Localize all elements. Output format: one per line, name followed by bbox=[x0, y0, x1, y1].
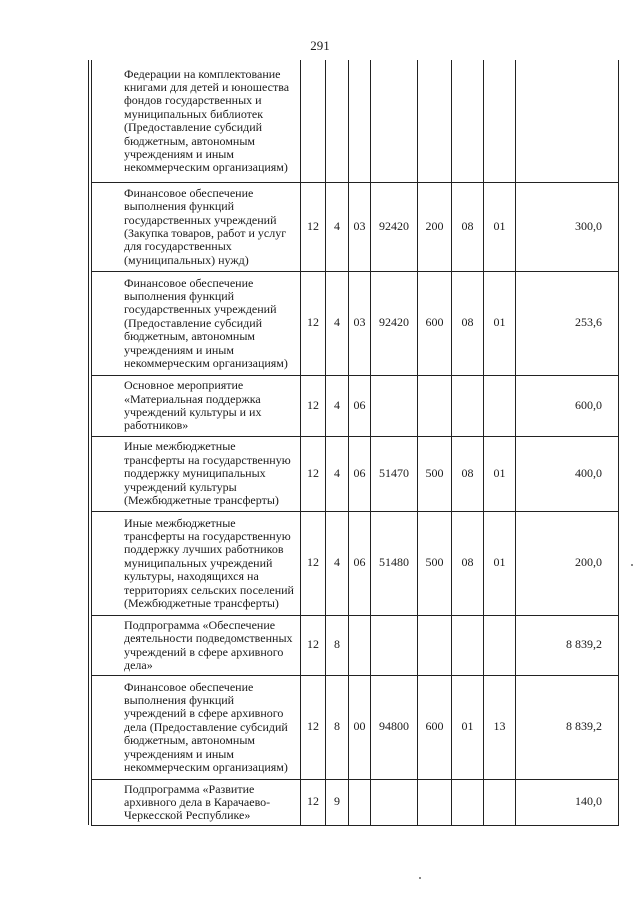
scan-speck bbox=[419, 877, 421, 879]
code-1: 12 bbox=[301, 375, 326, 436]
table-row bbox=[89, 60, 619, 182]
table-row bbox=[89, 436, 619, 511]
table-row bbox=[89, 675, 619, 779]
code-4 bbox=[371, 615, 418, 675]
code-5 bbox=[418, 615, 452, 675]
code-5: 600 bbox=[418, 675, 452, 779]
code-6 bbox=[452, 615, 484, 675]
code-7 bbox=[484, 779, 516, 825]
code-6 bbox=[452, 375, 484, 436]
code-3 bbox=[349, 615, 371, 675]
row-name: Иные межбюджетные трансферты на государственную поддержку муниципальных учреждений культуры (Межбюджетные трансферты) bbox=[92, 436, 301, 511]
code-6: 08 bbox=[452, 511, 484, 615]
code-6: 01 bbox=[452, 675, 484, 779]
code-7: 01 bbox=[484, 271, 516, 375]
code-7: 13 bbox=[484, 675, 516, 779]
row-name: Подпрограмма «Развитие архивного дела в Карачаево-Черкесской Республике» bbox=[92, 779, 301, 825]
code-3: 06 bbox=[349, 375, 371, 436]
code-2: 8 bbox=[326, 615, 349, 675]
row-amount: 253,6 bbox=[516, 271, 619, 375]
code-2: 9 bbox=[326, 779, 349, 825]
table-row bbox=[89, 182, 619, 271]
row-name: Иные межбюджетные трансферты на государственную поддержку лучших работников муниципальных учреждений культуры, находящихся на территориях сельских поселений (Межбюджетные трансферты) bbox=[92, 511, 301, 615]
code-4: 51470 bbox=[371, 436, 418, 511]
row-amount: 8 839,2 bbox=[516, 675, 619, 779]
code-4: 92420 bbox=[371, 182, 418, 271]
code-5: 500 bbox=[418, 436, 452, 511]
code-7 bbox=[484, 615, 516, 675]
row-amount bbox=[516, 60, 619, 182]
table-row bbox=[89, 615, 619, 675]
code-2: 8 bbox=[326, 675, 349, 779]
code-4 bbox=[371, 779, 418, 825]
row-amount: 600,0 bbox=[516, 375, 619, 436]
code-5: 600 bbox=[418, 271, 452, 375]
code-4 bbox=[371, 375, 418, 436]
table-row bbox=[89, 779, 619, 825]
code-6: 08 bbox=[452, 182, 484, 271]
row-amount: 8 839,2 bbox=[516, 615, 619, 675]
code-6 bbox=[452, 779, 484, 825]
row-name: Подпрограмма «Обеспечение деятельности подведомственных учреждений в сфере архивного дела» bbox=[92, 615, 301, 675]
code-1: 12 bbox=[301, 779, 326, 825]
row-name: Финансовое обеспечение выполнения функций учреждений в сфере архивного дела (Предоставление субсидий бюджетным, автономным учреждениям и иным некоммерческим организациям) bbox=[92, 675, 301, 779]
row-name: Финансовое обеспечение выполнения функций государственных учреждений (Закупка товаров, работ и услуг для государственных (муниципальных) нужд) bbox=[92, 182, 301, 271]
code-7: 01 bbox=[484, 182, 516, 271]
code-3 bbox=[349, 779, 371, 825]
code-3 bbox=[349, 60, 371, 182]
code-6: 08 bbox=[452, 271, 484, 375]
code-5 bbox=[418, 375, 452, 436]
row-name: Основное мероприятие «Материальная поддержка учреждений культуры и их работников» bbox=[92, 375, 301, 436]
code-4: 51480 bbox=[371, 511, 418, 615]
row-amount: 200,0 bbox=[516, 511, 619, 615]
code-3: 03 bbox=[349, 182, 371, 271]
code-1: 12 bbox=[301, 436, 326, 511]
code-7 bbox=[484, 375, 516, 436]
scan-speck bbox=[631, 564, 633, 566]
row-name: Финансовое обеспечение выполнения функций государственных учреждений (Предоставление субсидий бюджетным, автономным учреждениям и иным некоммерческим организациям) bbox=[92, 271, 301, 375]
code-5: 500 bbox=[418, 511, 452, 615]
row-amount: 400,0 bbox=[516, 436, 619, 511]
code-2: 4 bbox=[326, 511, 349, 615]
code-5 bbox=[418, 60, 452, 182]
code-7: 01 bbox=[484, 436, 516, 511]
code-1: 12 bbox=[301, 271, 326, 375]
page-number: 291 bbox=[310, 38, 330, 53]
code-2 bbox=[326, 60, 349, 182]
table-row bbox=[89, 511, 619, 615]
code-6 bbox=[452, 60, 484, 182]
code-1: 12 bbox=[301, 511, 326, 615]
code-3: 06 bbox=[349, 511, 371, 615]
code-2: 4 bbox=[326, 375, 349, 436]
table-row bbox=[89, 375, 619, 436]
code-1: 12 bbox=[301, 615, 326, 675]
code-1 bbox=[301, 60, 326, 182]
code-7: 01 bbox=[484, 511, 516, 615]
code-1: 12 bbox=[301, 675, 326, 779]
code-5 bbox=[418, 779, 452, 825]
budget-table bbox=[88, 60, 619, 826]
table-row bbox=[89, 271, 619, 375]
code-2: 4 bbox=[326, 182, 349, 271]
code-6: 08 bbox=[452, 436, 484, 511]
code-7 bbox=[484, 60, 516, 182]
row-name: Федерации на комплектование книгами для детей и юношества фондов государственных и муниципальных библиотек (Предоставление субсидий бюджетным, автономным учреждениям и иным некоммерческим организациям) bbox=[92, 60, 301, 182]
code-2: 4 bbox=[326, 436, 349, 511]
code-5: 200 bbox=[418, 182, 452, 271]
code-1: 12 bbox=[301, 182, 326, 271]
row-amount: 300,0 bbox=[516, 182, 619, 271]
row-amount: 140,0 bbox=[516, 779, 619, 825]
code-4: 94800 bbox=[371, 675, 418, 779]
code-3: 00 bbox=[349, 675, 371, 779]
code-4: 92420 bbox=[371, 271, 418, 375]
code-3: 03 bbox=[349, 271, 371, 375]
code-4 bbox=[371, 60, 418, 182]
code-2: 4 bbox=[326, 271, 349, 375]
code-3: 06 bbox=[349, 436, 371, 511]
